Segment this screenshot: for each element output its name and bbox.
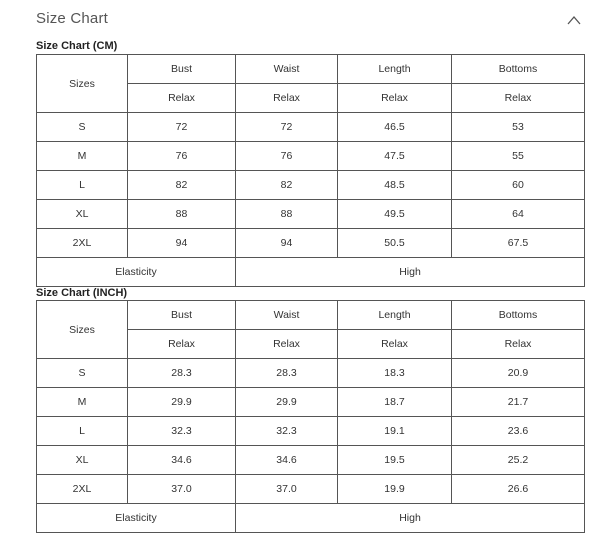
column-header: Waist — [236, 55, 338, 84]
size-cell: XL — [37, 446, 128, 475]
value-cell: 60 — [452, 171, 585, 200]
table-row — [37, 417, 585, 446]
size-table-cm — [36, 54, 585, 287]
fit-cell: Relax — [236, 84, 338, 113]
value-cell: 48.5 — [338, 171, 452, 200]
table-row — [37, 200, 585, 229]
column-header: Bust — [128, 301, 236, 330]
value-cell: 82 — [236, 171, 338, 200]
value-cell: 88 — [128, 200, 236, 229]
fit-cell: Relax — [128, 84, 236, 113]
table-row — [37, 229, 585, 258]
value-cell: 94 — [128, 229, 236, 258]
value-cell: 72 — [236, 113, 338, 142]
size-chart-title: Size Chart — [36, 10, 109, 27]
elasticity-label: Elasticity — [37, 504, 236, 533]
table-row — [37, 475, 585, 504]
size-chart-header[interactable] — [0, 0, 600, 38]
value-cell: 34.6 — [128, 446, 236, 475]
table-row — [37, 113, 585, 142]
size-cell: XL — [37, 200, 128, 229]
size-cell: M — [37, 388, 128, 417]
section-title-cm: Size Chart (CM) — [36, 40, 118, 52]
value-cell: 37.0 — [128, 475, 236, 504]
column-header: Length — [338, 301, 452, 330]
table-header-row — [37, 55, 585, 84]
fit-cell: Relax — [338, 84, 452, 113]
fit-cell: Relax — [128, 330, 236, 359]
value-cell: 76 — [236, 142, 338, 171]
chevron-up-icon[interactable] — [566, 13, 582, 25]
value-cell: 64 — [452, 200, 585, 229]
value-cell: 26.6 — [452, 475, 585, 504]
value-cell: 21.7 — [452, 388, 585, 417]
column-header: Bust — [128, 55, 236, 84]
elasticity-row — [37, 258, 585, 287]
table-row — [37, 359, 585, 388]
column-header: Bottoms — [452, 55, 585, 84]
value-cell: 19.9 — [338, 475, 452, 504]
column-header: Bottoms — [452, 301, 585, 330]
value-cell: 82 — [128, 171, 236, 200]
value-cell: 29.9 — [236, 388, 338, 417]
elasticity-value: High — [236, 504, 585, 533]
elasticity-row — [37, 504, 585, 533]
value-cell: 32.3 — [236, 417, 338, 446]
value-cell: 34.6 — [236, 446, 338, 475]
size-table-inch — [36, 300, 585, 533]
value-cell: 19.5 — [338, 446, 452, 475]
sizes-header-cell: Sizes — [37, 55, 128, 113]
value-cell: 94 — [236, 229, 338, 258]
value-cell: 76 — [128, 142, 236, 171]
sizes-header-cell: Sizes — [37, 301, 128, 359]
value-cell: 47.5 — [338, 142, 452, 171]
value-cell: 19.1 — [338, 417, 452, 446]
elasticity-label: Elasticity — [37, 258, 236, 287]
fit-cell: Relax — [452, 330, 585, 359]
fit-cell: Relax — [236, 330, 338, 359]
value-cell: 18.3 — [338, 359, 452, 388]
table-row — [37, 142, 585, 171]
size-cell: L — [37, 417, 128, 446]
value-cell: 37.0 — [236, 475, 338, 504]
size-cell: 2XL — [37, 229, 128, 258]
elasticity-value: High — [236, 258, 585, 287]
value-cell: 28.3 — [128, 359, 236, 388]
value-cell: 25.2 — [452, 446, 585, 475]
size-cell: L — [37, 171, 128, 200]
value-cell: 55 — [452, 142, 585, 171]
size-cell: M — [37, 142, 128, 171]
value-cell: 28.3 — [236, 359, 338, 388]
size-cell: S — [37, 359, 128, 388]
value-cell: 67.5 — [452, 229, 585, 258]
table-row — [37, 171, 585, 200]
value-cell: 53 — [452, 113, 585, 142]
value-cell: 20.9 — [452, 359, 585, 388]
value-cell: 32.3 — [128, 417, 236, 446]
value-cell: 18.7 — [338, 388, 452, 417]
table-header-row — [37, 301, 585, 330]
table-row — [37, 446, 585, 475]
size-cell: 2XL — [37, 475, 128, 504]
value-cell: 88 — [236, 200, 338, 229]
table-row — [37, 388, 585, 417]
value-cell: 46.5 — [338, 113, 452, 142]
value-cell: 23.6 — [452, 417, 585, 446]
fit-cell: Relax — [452, 84, 585, 113]
column-header: Waist — [236, 301, 338, 330]
value-cell: 50.5 — [338, 229, 452, 258]
section-title-inch: Size Chart (INCH) — [36, 287, 128, 299]
fit-cell: Relax — [338, 330, 452, 359]
value-cell: 49.5 — [338, 200, 452, 229]
value-cell: 29.9 — [128, 388, 236, 417]
column-header: Length — [338, 55, 452, 84]
value-cell: 72 — [128, 113, 236, 142]
size-cell: S — [37, 113, 128, 142]
